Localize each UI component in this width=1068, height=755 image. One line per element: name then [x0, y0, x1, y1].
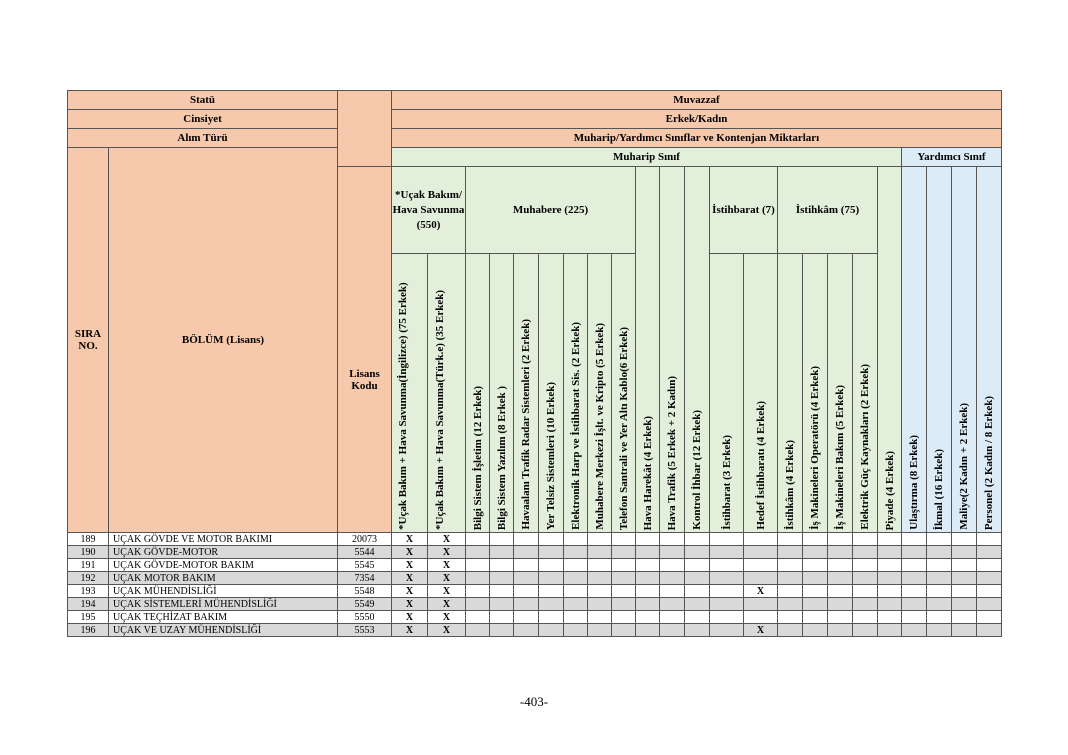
- mark-cell: [588, 611, 612, 624]
- mark-cell: [853, 598, 878, 611]
- mark-cell: [564, 585, 588, 598]
- mark-cell: X: [744, 624, 778, 637]
- col-header: İş Makineleri Bakım (5 Erkek): [834, 385, 846, 530]
- mark-cell: [853, 572, 878, 585]
- mark-cell: [977, 585, 1002, 598]
- bolum-cell: UÇAK GÖVDE-MOTOR BAKIM: [109, 559, 338, 572]
- mark-cell: [977, 598, 1002, 611]
- cinsiyet-value: Erkek/Kadın: [392, 110, 1002, 129]
- col-header: Hava Harekât (4 Erkek): [641, 415, 654, 530]
- mark-cell: [636, 546, 660, 559]
- mark-cell: [878, 559, 902, 572]
- col-header: Bilgi Sistem İşletim (12 Erkek): [471, 385, 484, 530]
- sira-cell: 189: [68, 533, 109, 546]
- mark-cell: [514, 624, 539, 637]
- table-row: [68, 585, 1002, 598]
- mark-cell: [564, 598, 588, 611]
- mark-cell: [803, 611, 828, 624]
- mark-cell: [514, 572, 539, 585]
- quota-table: [67, 90, 1002, 637]
- sira-cell: 194: [68, 598, 109, 611]
- sira-cell: 192: [68, 572, 109, 585]
- mark-cell: [490, 533, 514, 546]
- bolum-cell: UÇAK GÖVDE VE MOTOR BAKIMI: [109, 533, 338, 546]
- alim-label: Alım Türü: [68, 129, 338, 148]
- mark-cell: [710, 572, 744, 585]
- mark-cell: [927, 624, 952, 637]
- mark-cell: [588, 572, 612, 585]
- mark-cell: [878, 572, 902, 585]
- mark-cell: [685, 533, 710, 546]
- mark-cell: [710, 559, 744, 572]
- table-row: [68, 533, 1002, 546]
- mark-cell: [902, 559, 927, 572]
- mark-cell: [927, 598, 952, 611]
- mark-cell: [514, 533, 539, 546]
- mark-cell: [660, 598, 685, 611]
- mark-cell: [710, 585, 744, 598]
- mark-cell: [685, 546, 710, 559]
- mark-cell: [853, 585, 878, 598]
- mark-cell: [878, 533, 902, 546]
- mark-cell: [927, 611, 952, 624]
- mark-cell: [977, 533, 1002, 546]
- mark-cell: [952, 598, 977, 611]
- mark-cell: X: [428, 546, 466, 559]
- mark-cell: [636, 598, 660, 611]
- mark-cell: [927, 585, 952, 598]
- sira-cell: 195: [68, 611, 109, 624]
- mark-cell: [660, 624, 685, 637]
- group-muhabere: Muhabere (225): [466, 167, 636, 254]
- mark-cell: X: [428, 611, 466, 624]
- bolum-header: BÖLÜM (Lisans): [109, 148, 338, 533]
- mark-cell: [744, 598, 778, 611]
- mark-cell: [660, 611, 685, 624]
- mark-cell: X: [392, 546, 428, 559]
- mark-cell: [828, 624, 853, 637]
- mark-cell: [490, 585, 514, 598]
- mark-cell: [636, 533, 660, 546]
- mark-cell: [636, 572, 660, 585]
- mark-cell: X: [428, 598, 466, 611]
- mark-cell: [828, 559, 853, 572]
- col-header: *Uçak Bakım + Hava Savunma(İngilizce) (75 Erkek): [396, 282, 409, 530]
- mark-cell: [660, 546, 685, 559]
- lisans-kodu-cell: 5544: [338, 546, 392, 559]
- mark-cell: [902, 585, 927, 598]
- mark-cell: [514, 598, 539, 611]
- mark-cell: [803, 533, 828, 546]
- mark-cell: [902, 533, 927, 546]
- mark-cell: [828, 533, 853, 546]
- bolum-cell: UÇAK TEÇHİZAT BAKIM: [109, 611, 338, 624]
- mark-cell: [977, 572, 1002, 585]
- sira-header: SIRA NO.: [68, 148, 109, 533]
- mark-cell: [466, 611, 490, 624]
- mark-cell: [927, 572, 952, 585]
- mark-cell: [977, 559, 1002, 572]
- mark-cell: [564, 624, 588, 637]
- mark-cell: [902, 611, 927, 624]
- mark-cell: [466, 598, 490, 611]
- mark-cell: [828, 598, 853, 611]
- mark-cell: [778, 559, 803, 572]
- mark-cell: [878, 611, 902, 624]
- mark-cell: [744, 611, 778, 624]
- mark-cell: [539, 546, 564, 559]
- mark-cell: [588, 559, 612, 572]
- page-number: -403-: [519, 694, 549, 709]
- mark-cell: [514, 546, 539, 559]
- mark-cell: [588, 598, 612, 611]
- mark-cell: [744, 572, 778, 585]
- mark-cell: [778, 572, 803, 585]
- bolum-cell: UÇAK VE UZAY MÜHENDİSLİĞİ: [109, 624, 338, 637]
- bolum-cell: UÇAK MÜHENDİSLİĞİ: [109, 585, 338, 598]
- col-header: Ulaştırma (8 Erkek): [908, 435, 920, 530]
- mark-cell: [490, 598, 514, 611]
- mark-cell: [636, 585, 660, 598]
- mark-cell: [564, 572, 588, 585]
- mark-cell: [952, 546, 977, 559]
- mark-cell: [685, 611, 710, 624]
- alim-value: Muharip/Yardımcı Sınıflar ve Kontenjan Miktarları: [392, 129, 1002, 148]
- mark-cell: [612, 611, 636, 624]
- mark-cell: [636, 559, 660, 572]
- mark-cell: X: [392, 572, 428, 585]
- mark-cell: [878, 546, 902, 559]
- mark-cell: [660, 572, 685, 585]
- mark-cell: [490, 559, 514, 572]
- table-body: [68, 533, 1002, 637]
- mark-cell: [803, 585, 828, 598]
- mark-cell: X: [428, 624, 466, 637]
- mark-cell: [685, 572, 710, 585]
- mark-cell: [539, 572, 564, 585]
- mark-cell: [660, 533, 685, 546]
- mark-cell: [878, 598, 902, 611]
- mark-cell: X: [392, 559, 428, 572]
- mark-cell: [710, 533, 744, 546]
- mark-cell: [612, 598, 636, 611]
- mark-cell: [660, 559, 685, 572]
- mark-cell: [564, 546, 588, 559]
- table-row: [68, 611, 1002, 624]
- mark-cell: [952, 624, 977, 637]
- col-header: İstihkâm (4 Erkek): [784, 440, 796, 530]
- col-header: Kontrol İhbar (12 Erkek): [691, 410, 703, 530]
- mark-cell: [612, 559, 636, 572]
- mark-cell: [927, 546, 952, 559]
- mark-cell: [952, 572, 977, 585]
- mark-cell: [803, 624, 828, 637]
- col-header: İkmal (16 Erkek): [933, 448, 945, 530]
- col-header: Elektrik Güç Kaynakları (2 Erkek): [859, 364, 871, 530]
- mark-cell: [853, 611, 878, 624]
- mark-cell: X: [428, 585, 466, 598]
- col-header: Telefon Santrali ve Yer Altı Kablo(6 Erkek): [617, 326, 630, 530]
- mark-cell: [878, 624, 902, 637]
- statu-label: Statü: [68, 91, 338, 110]
- lisans-kodu-cell: 20073: [338, 533, 392, 546]
- mark-cell: [744, 533, 778, 546]
- mark-cell: [490, 546, 514, 559]
- mark-cell: [977, 546, 1002, 559]
- mark-cell: X: [392, 533, 428, 546]
- mark-cell: [828, 572, 853, 585]
- mark-cell: [803, 546, 828, 559]
- cinsiyet-label: Cinsiyet: [68, 110, 338, 129]
- mark-cell: [744, 559, 778, 572]
- mark-cell: [778, 533, 803, 546]
- mark-cell: [612, 572, 636, 585]
- table-row: [68, 559, 1002, 572]
- mark-cell: [828, 585, 853, 598]
- bolum-cell: UÇAK SİSTEMLERİ MÜHENDİSLİĞİ: [109, 598, 338, 611]
- mark-cell: [803, 572, 828, 585]
- col-header: *Uçak Bakım + Hava Savunma(Türk.e) (35 Erkek): [433, 289, 446, 530]
- mark-cell: [636, 624, 660, 637]
- mark-cell: [490, 611, 514, 624]
- col-header: Hava Trafik (5 Erkek + 2 Kadın): [666, 375, 678, 530]
- mark-cell: [853, 533, 878, 546]
- mark-cell: [612, 533, 636, 546]
- mark-cell: [853, 559, 878, 572]
- table-row: [68, 546, 1002, 559]
- col-header: Muhabere Merkezi İşlt. ve Kripto (5 Erkek): [593, 323, 606, 530]
- col-header: Personel (2 Kadın / 8 Erkek): [983, 395, 995, 530]
- mark-cell: [539, 559, 564, 572]
- mark-cell: [853, 624, 878, 637]
- mark-cell: [612, 546, 636, 559]
- mark-cell: [636, 611, 660, 624]
- lisans-kodu-cell: 5550: [338, 611, 392, 624]
- mark-cell: [902, 572, 927, 585]
- mark-cell: [778, 585, 803, 598]
- mark-cell: [952, 611, 977, 624]
- mark-cell: [466, 572, 490, 585]
- lisans-kodu-cell: 7354: [338, 572, 392, 585]
- mark-cell: [778, 598, 803, 611]
- mark-cell: [466, 559, 490, 572]
- lisans-kodu-cell: 5545: [338, 559, 392, 572]
- mark-cell: [828, 546, 853, 559]
- mark-cell: [927, 559, 952, 572]
- mark-cell: [539, 533, 564, 546]
- lisans-kodu-cell: 5548: [338, 585, 392, 598]
- mark-cell: [878, 585, 902, 598]
- mark-cell: [952, 533, 977, 546]
- mark-cell: [514, 585, 539, 598]
- mark-cell: [490, 572, 514, 585]
- col-header: Yer Telsiz Sistemleri (10 Erkek): [545, 381, 557, 530]
- table-row: [68, 572, 1002, 585]
- mark-cell: [685, 624, 710, 637]
- mark-cell: [612, 585, 636, 598]
- mark-cell: [539, 585, 564, 598]
- col-header: Elektronik Harp ve İstihbarat Sis. (2 Erkek): [569, 322, 582, 530]
- mark-cell: [710, 546, 744, 559]
- yardimci-header: Yardımcı Sınıf: [902, 148, 1002, 167]
- mark-cell: X: [392, 611, 428, 624]
- group-istihbarat: İstihbarat (7): [710, 167, 778, 254]
- mark-cell: [539, 611, 564, 624]
- sira-cell: 191: [68, 559, 109, 572]
- mark-cell: [744, 546, 778, 559]
- mark-cell: [977, 611, 1002, 624]
- bolum-cell: UÇAK GÖVDE-MOTOR: [109, 546, 338, 559]
- mark-cell: [828, 611, 853, 624]
- mark-cell: [466, 624, 490, 637]
- mark-cell: [588, 585, 612, 598]
- mark-cell: X: [428, 572, 466, 585]
- mark-cell: [710, 624, 744, 637]
- mark-cell: [564, 611, 588, 624]
- mark-cell: [685, 598, 710, 611]
- mark-cell: X: [428, 559, 466, 572]
- col-header: Hedef İstihbaratı (4 Erkek): [754, 401, 767, 530]
- table-row: [68, 624, 1002, 637]
- lisans-header: Lisans Kodu: [338, 167, 392, 533]
- group-ucak: *Uçak Bakım/ Hava Savunma (550): [392, 167, 466, 254]
- mark-cell: [952, 559, 977, 572]
- mark-cell: [588, 546, 612, 559]
- mark-cell: [902, 598, 927, 611]
- mark-cell: [588, 624, 612, 637]
- muharip-header: Muharip Sınıf: [392, 148, 902, 167]
- mark-cell: X: [392, 585, 428, 598]
- mark-cell: [902, 624, 927, 637]
- sira-cell: 196: [68, 624, 109, 637]
- mark-cell: X: [392, 624, 428, 637]
- col-header: Piyade (4 Erkek): [883, 450, 896, 530]
- mark-cell: [514, 611, 539, 624]
- mark-cell: [853, 546, 878, 559]
- mark-cell: [803, 598, 828, 611]
- sira-cell: 190: [68, 546, 109, 559]
- mark-cell: [588, 533, 612, 546]
- mark-cell: [952, 585, 977, 598]
- mark-cell: [539, 598, 564, 611]
- col-header: Havaalanı Trafik Radar Sistemleri (2 Erkek): [520, 319, 532, 530]
- mark-cell: [660, 585, 685, 598]
- group-istihkam: İstihkâm (75): [778, 167, 878, 254]
- col-header: Maliye(2 Kadın + 2 Erkek): [958, 403, 970, 530]
- mark-cell: [539, 624, 564, 637]
- mark-cell: [514, 559, 539, 572]
- mark-cell: X: [428, 533, 466, 546]
- lisans-kodu-cell: 5549: [338, 598, 392, 611]
- mark-cell: [490, 624, 514, 637]
- mark-cell: [466, 585, 490, 598]
- lisans-kodu-cell: 5553: [338, 624, 392, 637]
- mark-cell: X: [744, 585, 778, 598]
- table-row: [68, 598, 1002, 611]
- col-header: İstihbarat (3 Erkek): [720, 435, 733, 530]
- mark-cell: [564, 559, 588, 572]
- mark-cell: [927, 533, 952, 546]
- statu-value: Muvazzaf: [392, 91, 1002, 110]
- mark-cell: [466, 546, 490, 559]
- mark-cell: [564, 533, 588, 546]
- sira-cell: 193: [68, 585, 109, 598]
- mark-cell: [685, 585, 710, 598]
- bolum-cell: UÇAK MOTOR BAKIM: [109, 572, 338, 585]
- mark-cell: [977, 624, 1002, 637]
- mark-cell: [710, 611, 744, 624]
- mark-cell: [778, 611, 803, 624]
- mark-cell: [466, 533, 490, 546]
- mark-cell: [778, 624, 803, 637]
- mark-cell: [710, 598, 744, 611]
- mark-cell: [612, 624, 636, 637]
- col-header: İş Makineleri Operatörü (4 Erkek): [809, 366, 821, 530]
- mark-cell: [685, 559, 710, 572]
- mark-cell: [803, 559, 828, 572]
- mark-cell: [902, 546, 927, 559]
- mark-cell: X: [392, 598, 428, 611]
- mark-cell: [778, 546, 803, 559]
- col-header: Bilgi Sistem Yazılım (8 Erkek ): [495, 385, 508, 530]
